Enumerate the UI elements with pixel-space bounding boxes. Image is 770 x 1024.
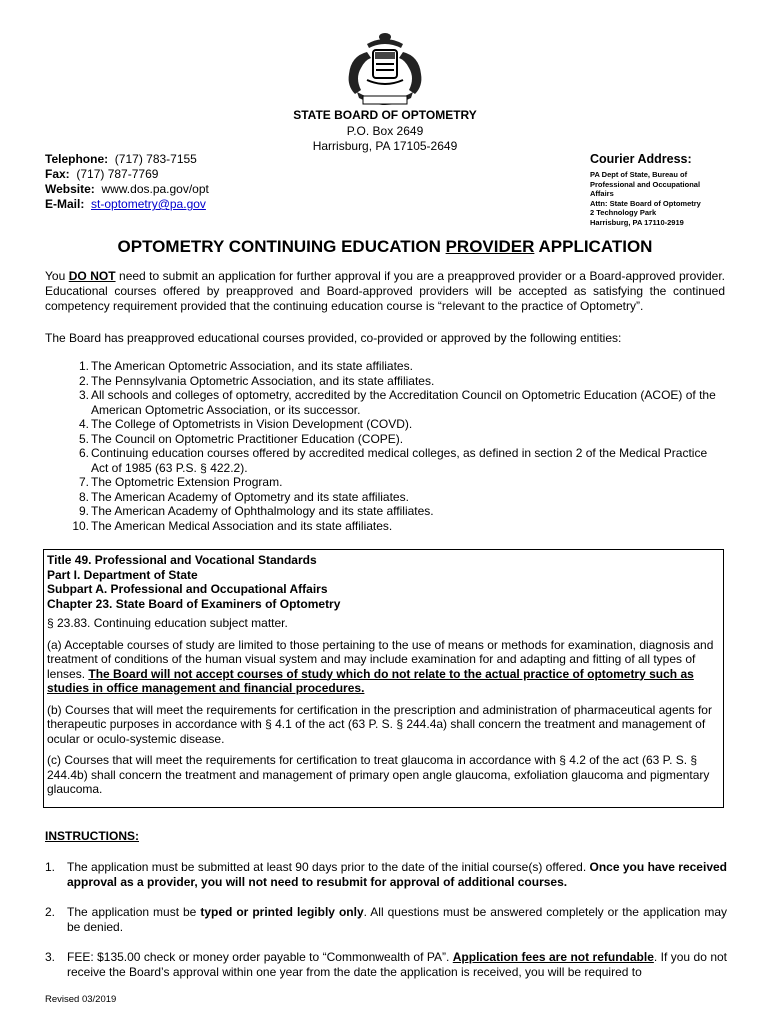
board-name: STATE BOARD OF OPTOMETRY <box>293 108 477 122</box>
email-link[interactable]: st-optometry@pa.gov <box>91 197 206 211</box>
reg-section: § 23.83. Continuing education subject matter. <box>47 616 288 630</box>
courier-line: Professional and Occupational <box>590 179 701 189</box>
reg-subpart: Subpart A. Professional and Occupational Affairs <box>47 582 328 596</box>
courier-line: Harrisburg, PA 17110-2919 <box>590 217 684 227</box>
instruction-item-2: 2. The application must be typed or printed legibly only. All questions must be answered completely or the application may be denied. <box>45 905 727 934</box>
regulation-box <box>43 549 724 808</box>
courier-line: 2 Technology Park <box>590 208 657 217</box>
list-item: 5. The Council on Optometric Practitioner Education (COPE). <box>78 431 404 446</box>
reg-clause-c: (c) Courses that will meet the requirements for certification to treat glaucoma in accordance with § 4.2 of the act (63 P. S. § 244.4b) shall concern the treatment and management of primary open angle glaucoma, exfoliation glaucoma and pigmentary glaucoma. <box>47 753 710 796</box>
reg-title: Title 49. Professional and Vocational Standards <box>47 553 317 567</box>
list-item: 6. Continuing education courses offered by accredited medical colleges, as defined in section 2 of the Medical Practice Act of 1985 (63 P.S. § 422.2). <box>78 446 708 475</box>
list-item: 10. The American Medical Association and its state affiliates. <box>72 518 393 533</box>
reg-part: Part I. Department of State <box>47 567 198 582</box>
courier-line: PA Dept of State, Bureau of <box>590 170 688 179</box>
list-item: 3. All schools and colleges of optometry, accredited by the Accreditation Council on Optometric Education (ACOE) of the American Optometric Association, or its successor. <box>78 388 716 417</box>
list-item: 4. The College of Optometrists in Vision Development (COVD). <box>78 417 413 431</box>
city-line: Harrisburg, PA 17105-2649 <box>312 139 458 153</box>
instructions-heading: INSTRUCTIONS: <box>45 829 139 843</box>
website-label: Website: <box>45 182 95 196</box>
courier-line: Affairs <box>590 189 614 198</box>
fax-value: (717) 787-7769 <box>76 167 159 181</box>
telephone-label: Telephone: <box>45 152 109 166</box>
preapproved-intro: The Board has preapproved educational courses provided, co-provided or approved by the following entities: <box>45 331 622 345</box>
pa-coat-of-arms-icon <box>337 30 433 108</box>
email-label: E-Mail: <box>45 197 85 211</box>
list-item: 7. The Optometric Extension Program. <box>78 475 283 489</box>
intro-paragraph: You DO NOT need to submit an application for further approval if you are a preapproved provider or a Board-approved provider. Educational courses offered by preapproved and Board-approved providers will be accepted as satisfying the continued competency requirement provided that the continuing education course is “relevant to the practice of Optometry”. <box>45 269 726 313</box>
reg-clause-a: (a) Acceptable courses of study are limited to those pertaining to the use of means or methods for examination, diagnosis and treatment of conditions of the human visual system and may include examination for and adapting and fitting of all types of lenses. The Board will not accept courses of study which do not relate to the actual practice of optometry such as studies in office management and financial procedures. <box>47 637 714 695</box>
entities-list <box>45 359 725 533</box>
revision-footer: Revised 03/2019 <box>45 994 117 1005</box>
reg-clause-b: (b) Courses that will meet the requirements for certification in the prescription and administration of pharmaceutical agents for therapeutic purposes in accordance with § 4.1 of the act (63 P. S. § 244.4a) shall concern the treatment and management of ocular or oculo-systemic disease. <box>47 702 712 746</box>
list-item: 9. The American Academy of Ophthalmology and its state affiliates. <box>78 504 434 518</box>
list-item: 8. The American Academy of Optometry and its state affiliates. <box>78 489 409 504</box>
instruction-item-3: 3. FEE: $135.00 check or money order payable to “Commonwealth of PA”. Application fees are not refundable. If you do not receive the Board’s approval within one year from the date the application is received, you will be required to <box>45 950 727 979</box>
reg-chapter: Chapter 23. State Board of Examiners of Optometry <box>47 596 341 611</box>
courier-address <box>590 152 740 227</box>
page-title: OPTOMETRY CONTINUING EDUCATION PROVIDER APPLICATION <box>117 237 653 256</box>
fax-label: Fax: <box>45 167 70 181</box>
contact-block <box>45 152 209 212</box>
instruction-item-1: 1. The application must be submitted at least 90 days prior to the date of the initial course(s) offered. Once you have received approval as a provider, you will not need to resubmit for approval of additional courses. <box>45 860 727 889</box>
list-item: 1. The American Optometric Association, and its state affiliates. <box>78 359 413 373</box>
courier-line: Attn: State Board of Optometry <box>590 198 701 208</box>
telephone-value: (717) 783-7155 <box>114 152 197 166</box>
courier-title: Courier Address: <box>590 152 692 166</box>
list-item: 2. The Pennsylvania Optometric Association, and its state affiliates. <box>78 373 435 388</box>
website-value: www.dos.pa.gov/opt <box>101 182 209 196</box>
po-box: P.O. Box 2649 <box>346 124 424 138</box>
